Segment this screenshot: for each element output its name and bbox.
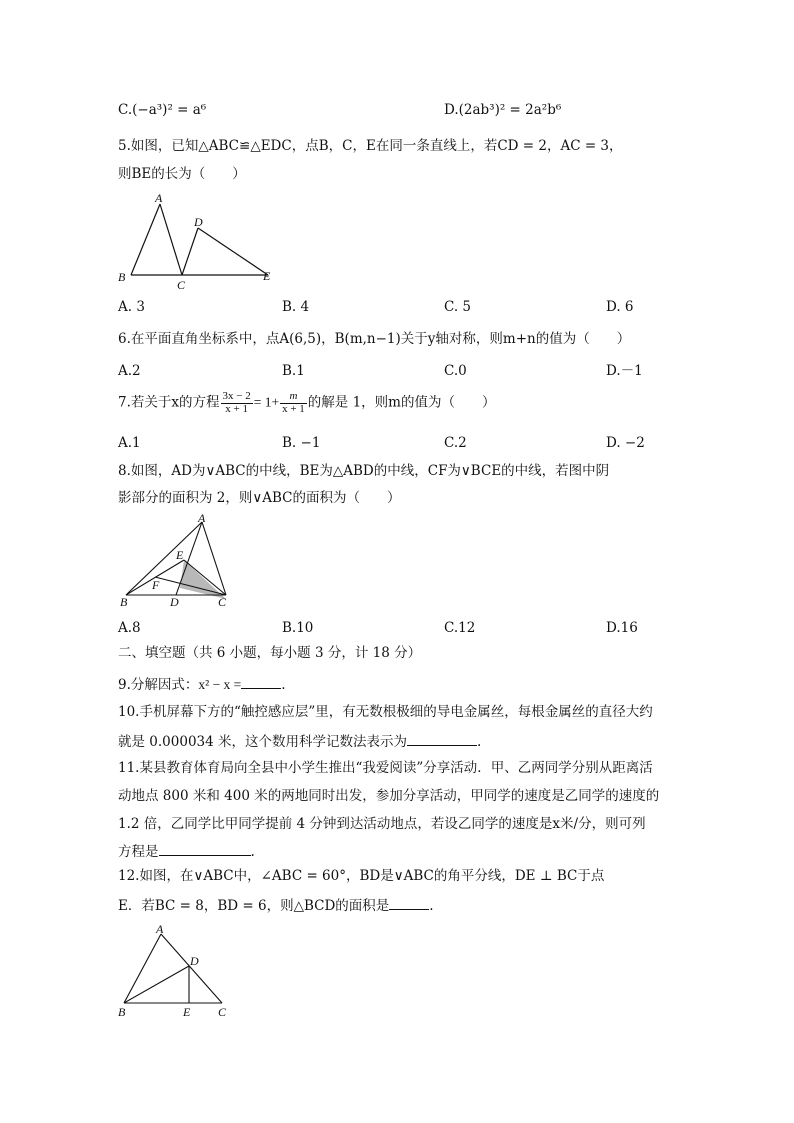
- q5-segment-de: [198, 228, 268, 275]
- q5-label-a: A: [155, 191, 163, 205]
- q12-label-c: C: [218, 1005, 227, 1019]
- q7-stem-pre: 7.若关于x的方程: [118, 394, 220, 411]
- q5-option-a: A. 3: [118, 299, 145, 315]
- q7-fraction-2: $\frac{m}{x + 1}$: [282, 390, 305, 415]
- q12-answer-blank: [389, 897, 429, 910]
- q11-stem-line4: 方程是 .: [118, 844, 255, 860]
- q5-label-c: C: [177, 278, 186, 292]
- q10-answer-blank: [407, 733, 477, 746]
- q8-label-b: B: [120, 595, 128, 609]
- q8-label-f: F: [152, 578, 160, 592]
- q8-option-a: A.8: [118, 620, 141, 636]
- q5-label-e: E: [263, 269, 271, 283]
- q8-stem-line1: 8.如图，AD为∨ABC的中线，BE为△ABD的中线，CF为∨BCE的中线，若图中阴: [118, 463, 610, 479]
- section-title: 二、填空题（共 6 小题，每小题 3 分，计 18 分）: [118, 645, 422, 661]
- q11-stem-line1: 11.某县教育体育局向全县中小学生推出“我爱阅读”分享活动．甲、乙两同学分别从距离活: [118, 760, 653, 776]
- q11-stem-line3: 1.2 倍，乙同学比甲同学提前 4 分钟到达活动地点，若设乙同学的速度是x米/分，则可列: [118, 816, 646, 832]
- q5-option-b: B. 4: [282, 299, 310, 315]
- q12-label-b: B: [118, 1005, 126, 1019]
- q9-stem-post: .: [281, 677, 286, 693]
- q6-option-d: D.－1: [606, 363, 643, 379]
- q9-answer-blank: [241, 676, 281, 689]
- q12-segment-ac: [161, 934, 222, 1003]
- q11-answer-blank: [159, 843, 251, 856]
- q8-label-e: E: [176, 548, 184, 562]
- q12-figure: [116, 920, 236, 1020]
- q8-label-a: A: [198, 511, 206, 525]
- q7-option-d: D. −2: [606, 435, 645, 451]
- q5-segment-ac: [160, 204, 182, 275]
- q10-stem-line2: 就是 0.000034 米，这个数用科学记数法表示为 .: [118, 734, 482, 750]
- q12-label-a: A: [156, 922, 164, 936]
- q7-option-a: A.1: [118, 435, 141, 451]
- q8-option-d: D.16: [606, 620, 638, 636]
- q7-option-c: C.2: [444, 435, 467, 451]
- q8-label-d: D: [170, 595, 179, 609]
- q5-figure: [118, 188, 278, 293]
- q12-label-e: E: [183, 1005, 191, 1019]
- q8-figure: [118, 512, 238, 610]
- q7-stem: [118, 391, 495, 415]
- q6-option-a: A.2: [118, 363, 141, 379]
- q5-label-d: D: [194, 215, 203, 229]
- q9-stem: [118, 676, 286, 693]
- q9-expression: x² − x =: [198, 677, 242, 692]
- q5-stem-line1: 5.如图，已知△ABC≌△EDC，点B，C，E在同一条直线上，若CD = 2，AC = 3，: [118, 138, 623, 154]
- q8-option-c: C.12: [444, 620, 476, 636]
- q5-option-c: C. 5: [444, 299, 472, 315]
- q12-label-d: D: [190, 954, 199, 968]
- q9-stem-pre: 9.分解因式：: [118, 677, 199, 693]
- q6-option-b: B.1: [282, 363, 305, 379]
- q5-label-b: B: [118, 270, 126, 284]
- q4-option-c: C.(−a³)² = a⁶: [118, 102, 207, 118]
- q7-fraction-1: $\frac{3x - 2}{x + 1}$: [222, 390, 251, 415]
- q8-stem-line2: 影部分的面积为 2，则∨ABC的面积为（ ）: [118, 490, 401, 506]
- q5-segment-ab: [131, 204, 160, 275]
- q4-option-d: D.(2ab³)² = 2a²b⁶: [444, 102, 562, 118]
- q8-option-b: B.10: [282, 620, 314, 636]
- q5-segment-cd: [182, 228, 198, 275]
- q10-stem-line1: 10.手机屏幕下方的“触控感应层”里，有无数根极细的导电金属丝，每根金属丝的直径大约: [118, 704, 653, 720]
- q7-option-b: B. −1: [282, 435, 321, 451]
- q5-stem-line2: 则BE的长为（ ）: [118, 166, 246, 182]
- q7-stem-post: 的解是 1，则m的值为（ ）: [307, 394, 496, 411]
- q5-option-d: D. 6: [606, 299, 634, 315]
- q7-stem-mid: = 1+: [253, 394, 280, 410]
- q12-stem-line2: E．若BC = 8，BD = 6，则△BCD的面积是 .: [118, 898, 434, 914]
- q6-option-c: C.0: [444, 363, 467, 379]
- q11-stem-line2: 动地点 800 米和 400 米的两地同时出发，参加分享活动，甲同学的速度是乙同学的速度的: [118, 788, 660, 804]
- q8-label-c: C: [218, 595, 227, 609]
- q12-stem-line1: 12.如图，在∨ABC中，∠ABC = 60°，BD是∨ABC的角平分线，DE ⊥ BC于点: [118, 868, 605, 884]
- q6-stem: 6.在平面直角坐标系中，点A(6,5)，B(m,n−1)关于y轴对称，则m+n的值为（ ）: [118, 331, 631, 347]
